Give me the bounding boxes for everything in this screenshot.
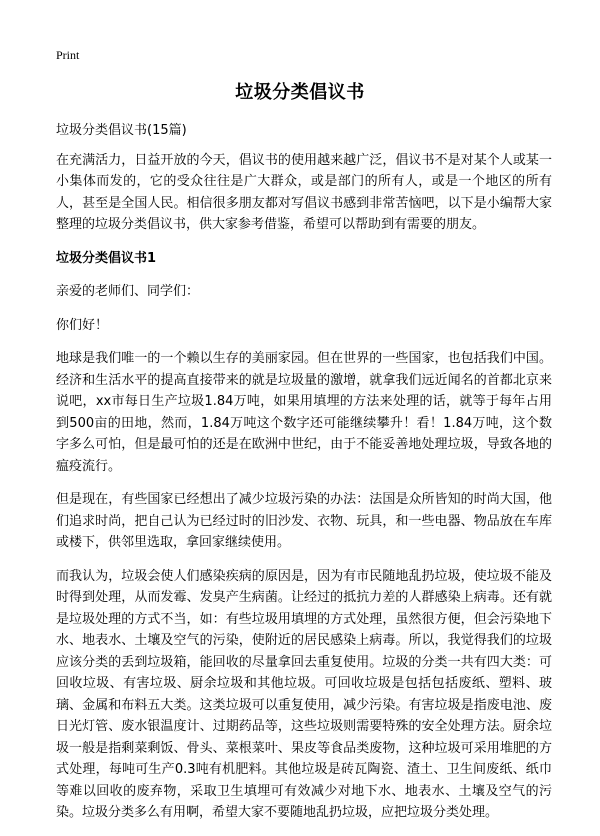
body-paragraph: 而我认为，垃圾会使人们感染疾病的原因是，因为有市民随地乱扔垃圾，使垃圾不能及时得到处理，从而发霉、发臭产生病菌。让经过的抵抗力差的人群感染上病毒。还有就是垃圾处理的方式不当，如：有些垃圾用填埋的方式处理，虽然很方便，但会污染地下水、地表水、土壤及空气的污染，使附近的居民感染上病毒。所以，我觉得我们的垃圾应该分类的丢到垃圾箱，能回收的尽量拿回去重复使用。垃圾的分类一共有四大类：可回收垃圾、有害垃圾、厨余垃圾和其他垃圾。可回收垃圾是包括包括废纸、塑料、玻璃、金属和布料五大类。这类垃圾可以重复使用，减少污染。有害垃圾是指废电池、废日光灯管、废水银温度计、过期药品等，这些垃圾则需要特殊的安全处理方法。厨余垃圾一般是指剩菜剩饭、骨头、菜根菜叶、果皮等食品类废物，这种垃圾可采用堆肥的方式处理，每吨可生产0.3吨有机肥料。其他垃圾是砖瓦陶瓷、渣土、卫生间废纸、纸巾等难以回收的废弃物，采取卫生填埋可有效减少对地下水、地表水、土壤及空气的污染。垃圾分类多么有用啊，希望大家不要随地乱扔垃圾，应把垃圾分类处理。 xyxy=(56,568,552,820)
section-heading: 垃圾分类倡议书1 xyxy=(56,250,157,266)
body-paragraph: 但是现在，有些国家已经想出了减少垃圾污染的办法：法国是众所皆知的时尚大国，他们追求时尚，把自己认为已经过时的旧沙发、衣物、玩具，和一些电器、物品放在车库或楼下，供邻里选取，拿回家继续使用。 xyxy=(56,492,552,550)
salutation: 亲爱的老师们、同学们： xyxy=(56,284,200,299)
intro-paragraph: 在充满活力，日益开放的今天，倡议书的使用越来越广泛，倡议书不是对某个人或某一小集体而发的，它的受众往往是广大群众，或是部门的所有人，或是一个地区的所有人，甚至是全国人民。相信很多朋友都对写倡议书感到非常苦恼吧，以下是小编帮大家整理的垃圾分类倡议书，供大家参考借鉴，希望可以帮助到有需要的朋友。 xyxy=(56,152,552,232)
document-body xyxy=(56,120,552,836)
greeting: 你们好！ xyxy=(56,317,109,333)
page-title: 垃圾分类倡议书 xyxy=(235,82,365,103)
print-link[interactable]: Print xyxy=(56,48,80,62)
document-subtitle: 垃圾分类倡议书(15篇) xyxy=(56,123,187,138)
body-paragraph: 地球是我们唯一的一个赖以生存的美丽家园。但在世界的一些国家，也包括我们中国。经济和生活水平的提高直接带来的就是垃圾量的激增，就拿我们远近闻名的首都北京来说吧，xx市每日生产垃圾1.84万吨，如果用填埋的方法来处理的话，就等于每年占用到500亩的田地，然而，1.84万吨这个数字还可能继续攀升！看！1.84万吨，这个数字多么可怕，但是最可怕的还是在欧洲中世纪，由于不能妥善地处理垃圾，导致各地的瘟疫流行。 xyxy=(56,351,552,474)
